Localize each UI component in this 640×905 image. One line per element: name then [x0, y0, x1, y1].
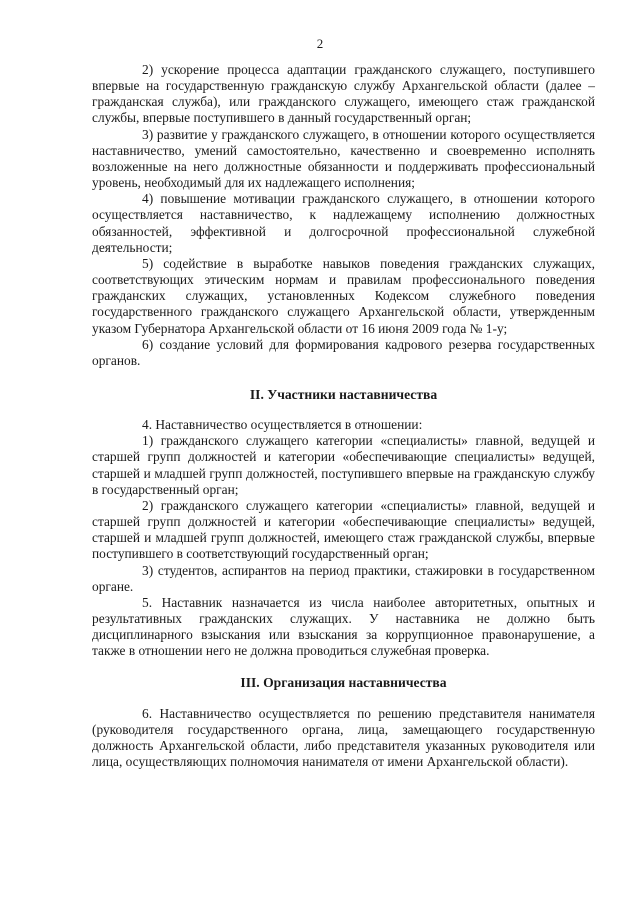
page-number: 2	[316, 36, 324, 51]
paragraph-item-2: 2) ускорение процесса адаптации гражданского служащего, поступившего впервые на государственную гражданскую службу Архангельской области (далее – гражданская служба), или гражданского служащего, имеющего стаж гражданской службы, впервые поступившего в данный государственный орган;	[92, 62, 595, 126]
spacer	[92, 369, 595, 387]
paragraph-subitem-3: 3) студентов, аспирантов на период практики, стажировки в государственном органе.	[92, 562, 595, 594]
paragraph-item-4: 4) повышение мотивации гражданского служащего, в отношении которого осуществляется наставничество, к надлежащему исполнению должностных обязанностей, эффективной и долгосрочной профессиональной служебной деятельности;	[92, 191, 595, 255]
paragraph-clause-4: 4. Наставничество осуществляется в отношении:	[142, 417, 423, 433]
spacer	[92, 692, 595, 706]
paragraph-item-5: 5) содействие в выработке навыков поведения гражданских служащих, соответствующих этическим нормам и правилам профессионального поведения гражданских служащих, установленных Кодексом служебного поведения государственного гражданского служащего Архангельской области, утвержденным указом Губернатора Архангельской области от 16 июня 2009 года № 1-у;	[92, 255, 595, 336]
paragraph-subitem-1: 1) гражданского служащего категории «специалисты» главной, ведущей и старшей групп должностей и категории «обеспечивающие специалисты» ведущей, старшей и младшей групп должностей, поступившего впервые на гражданскую службу в государственный орган;	[92, 433, 595, 497]
document-body	[92, 62, 595, 770]
paragraph-subitem-2: 2) гражданского служащего категории «специалисты» главной, ведущей и старшей групп должностей и категории «обеспечивающие специалисты» ведущей, старшей и младшей групп должностей, имеющего стаж гражданской службы, впервые поступившего в соответствующий государственный орган;	[92, 497, 595, 562]
spacer	[92, 659, 595, 675]
paragraph-item-6: 6) создание условий для формирования кадрового резерва государственных органов.	[92, 336, 595, 368]
section-heading-organization: III. Организация наставничества	[240, 675, 447, 691]
paragraph-clause-6: 6. Наставничество осуществляется по решению представителя нанимателя (руководителя государственного органа, лица, замещающего государственную должность Архангельской области, либо представителя указанных руководителя или лица, осуществляющих полномочия нанимателя от имени Архангельской области).	[92, 705, 595, 770]
section-heading-participants: II. Участники наставничества	[249, 386, 438, 402]
paragraph-item-3: 3) развитие у гражданского служащего, в отношении которого осуществляется наставничество, умений самостоятельно, качественно и своевременно исполнять возложенные на него должностные обязанности и поддерживать профессиональный уровень, необходимый для их надлежащего исполнения;	[92, 126, 595, 191]
spacer	[92, 403, 595, 417]
paragraph-clause-5: 5. Наставник назначается из числа наиболее авторитетных, опытных и результативных гражданских служащих. У наставника не должно быть дисциплинарного взыскания или взыскания за коррупционное правонарушение, а также в отношении него не должна проводиться служебная проверка.	[92, 594, 595, 659]
